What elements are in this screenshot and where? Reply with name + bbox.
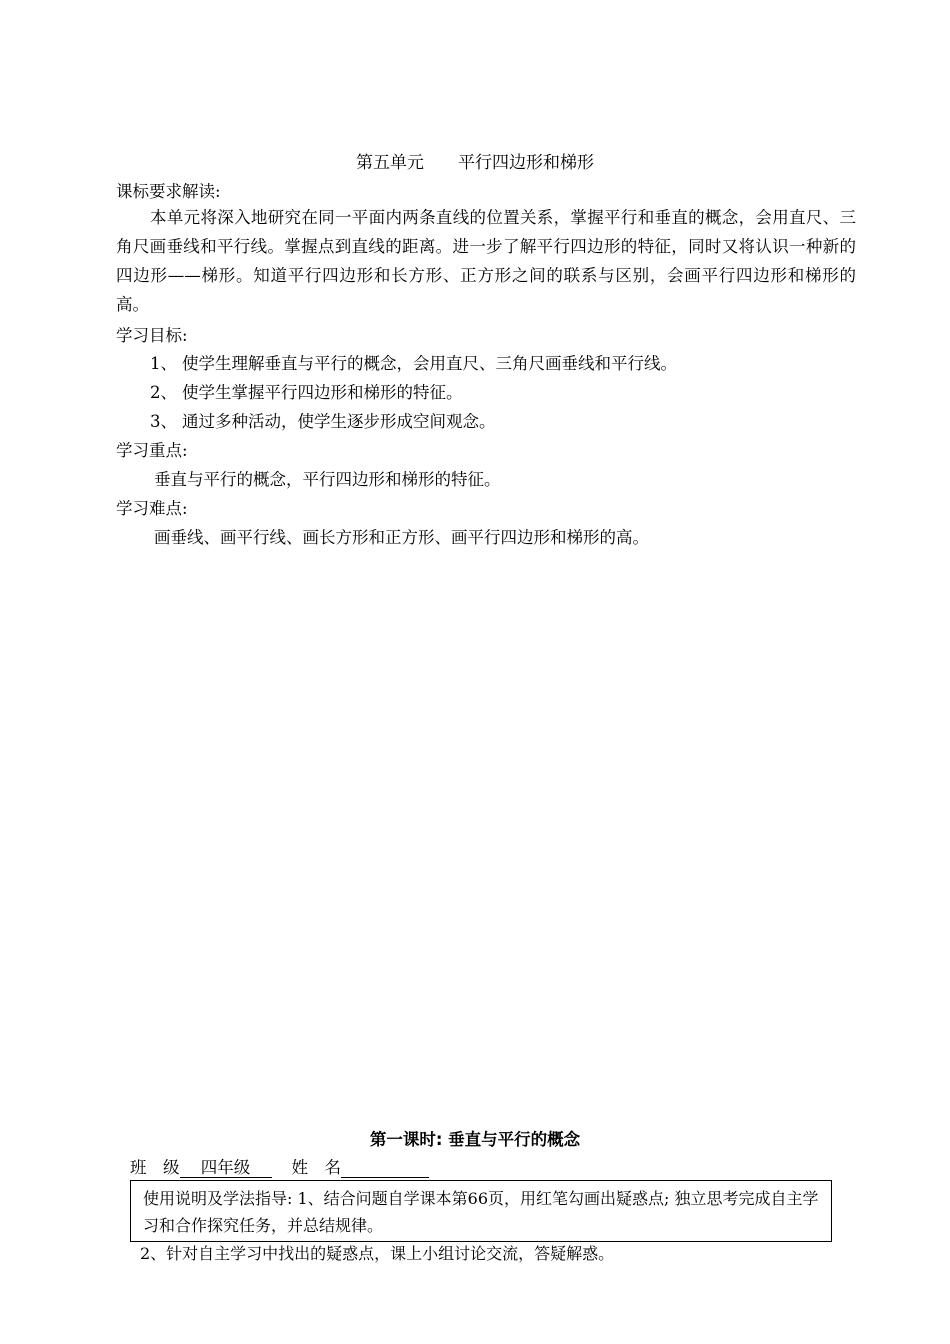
goals-heading: 学习目标: (116, 326, 188, 345)
curriculum-body: 本单元将深入地研究在同一平面内两条直线的位置关系，掌握平行和垂直的概念，会用直尺、三角尺画垂线和平行线。掌握点到直线的距离。进一步了解平行四边形的特征，同时又将认识一种新的四边形——梯形。知道平行四边形和长方形、正方形之间的联系与区别，会画平行四边形和梯形的高。 (116, 208, 856, 314)
instructions-text: 使用说明及学法指导: 1、结合问题自学课本第66页，用红笔勾画出疑惑点; 独立思考完成自主学习和合作探究任务，并总结规律。 (143, 1189, 819, 1235)
goal-text: 通过多种活动，使学生逐步形成空间观念。 (182, 412, 496, 431)
unit-title (0, 148, 950, 173)
goal-number: 1、 (150, 354, 177, 373)
instructions-box (130, 1180, 832, 1242)
goal-number: 3、 (150, 412, 177, 431)
name-label: 姓 名 (291, 1158, 341, 1177)
name-field[interactable] (341, 1159, 429, 1178)
key-points-text: 垂直与平行的概念，平行四边形和梯形的特征。 (154, 470, 501, 489)
unit-title-name: 平行四边形和梯形 (458, 153, 594, 173)
goal-item (150, 408, 496, 432)
instruction-item-2: 2、针对自主学习中找出的疑惑点，课上小组讨论交流，答疑解惑。 (140, 1244, 615, 1263)
goal-text: 使学生理解垂直与平行的概念，会用直尺、三角尺画垂线和平行线。 (182, 354, 677, 373)
key-points-heading: 学习重点: (116, 441, 188, 460)
difficulties-text: 画垂线、画平行线、画长方形和正方形、画平行四边形和梯形的高。 (154, 528, 649, 547)
student-info-row (130, 1154, 429, 1178)
curriculum-heading: 课标要求解读: (116, 182, 221, 201)
class-label: 班 级 (130, 1158, 180, 1177)
goal-item (150, 350, 677, 374)
unit-title-number: 第五单元 (356, 153, 424, 173)
difficulties-heading: 学习难点: (116, 499, 188, 518)
goal-text: 使学生掌握平行四边形和梯形的特征。 (182, 383, 463, 402)
goal-number: 2、 (150, 383, 177, 402)
lesson-title: 第一课时: 垂直与平行的概念 (369, 1130, 581, 1149)
class-field[interactable]: 四年级 (180, 1159, 272, 1178)
goal-item (150, 379, 463, 403)
